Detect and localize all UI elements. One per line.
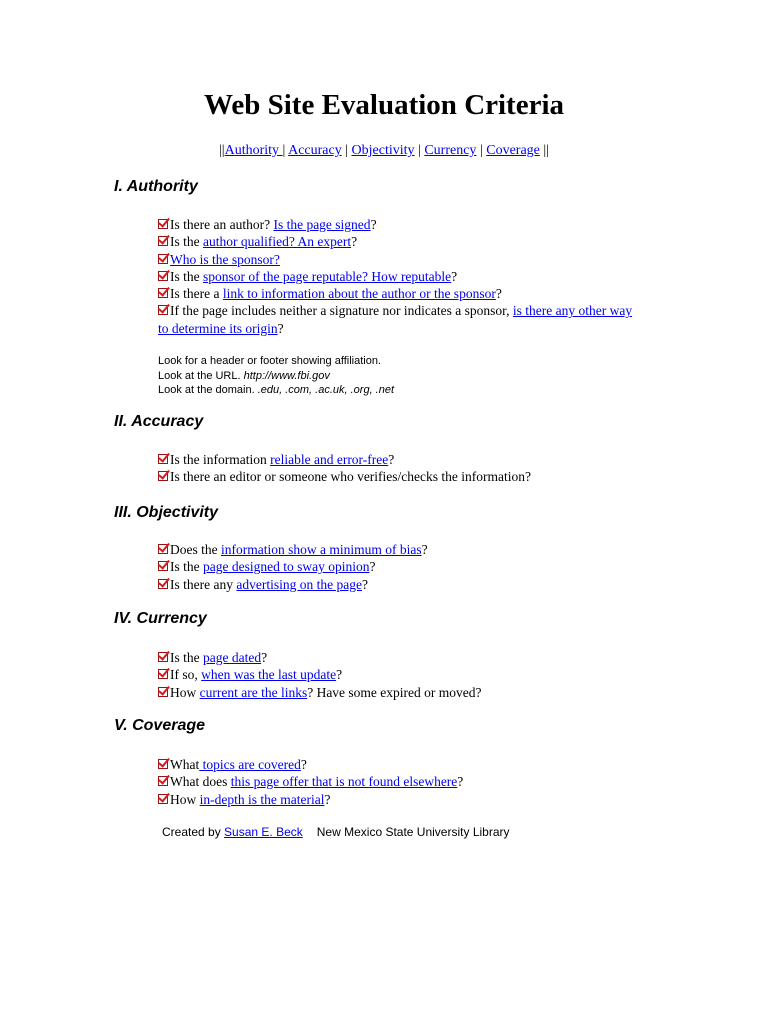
criterion-item bbox=[158, 285, 638, 302]
nav-link-objectivity[interactable]: Objectivity bbox=[351, 143, 415, 158]
criterion-text: Is there an editor or someone who verifies/checks the information? bbox=[170, 469, 531, 485]
criterion-item bbox=[158, 576, 638, 593]
criterion-item bbox=[158, 649, 638, 666]
criterion-text: If so, bbox=[170, 667, 202, 683]
criterion-text: Is the information bbox=[170, 452, 271, 467]
criterion-link[interactable]: Who is the sponsor? bbox=[170, 251, 280, 267]
criterion-text-after: ? bbox=[261, 650, 268, 665]
checkmark-icon bbox=[158, 687, 168, 697]
checkmark-icon bbox=[158, 219, 168, 229]
checkmark-icon bbox=[158, 305, 168, 315]
criterion-item bbox=[158, 268, 638, 285]
criterion-link[interactable]: in-depth is the material bbox=[199, 791, 325, 807]
criterion-text-after: ? bbox=[300, 757, 307, 772]
coverage-criteria-list bbox=[158, 756, 638, 808]
criterion-item bbox=[158, 684, 638, 701]
note-text: Look at the domain. bbox=[158, 384, 258, 397]
criterion-item bbox=[158, 558, 638, 575]
criterion-text: What bbox=[170, 757, 200, 772]
author-link[interactable]: Susan E. Beck bbox=[224, 825, 303, 839]
checkmark-icon bbox=[158, 454, 168, 464]
criterion-text-after: ? bbox=[351, 234, 358, 250]
criterion-text-after: ? bbox=[361, 576, 368, 592]
checkmark-icon bbox=[158, 652, 168, 662]
criterion-link[interactable]: topics are covered bbox=[199, 757, 301, 772]
page-title: Web Site Evaluation Criteria bbox=[203, 89, 565, 121]
criterion-link[interactable]: page designed to sway opinion bbox=[203, 559, 370, 575]
criterion-item bbox=[158, 302, 638, 337]
checkmark-icon bbox=[158, 561, 168, 571]
criterion-item bbox=[158, 773, 638, 790]
criterion-text: What does bbox=[170, 774, 231, 790]
criterion-text: If the page includes neither a signature nor indicates a sponsor, bbox=[170, 303, 513, 319]
accuracy-criteria-list bbox=[158, 451, 638, 486]
checkmark-icon bbox=[158, 288, 168, 298]
criterion-item bbox=[158, 666, 638, 683]
criterion-link[interactable]: link to information about the author or the sponsor bbox=[222, 286, 496, 302]
checkmark-icon bbox=[158, 669, 168, 679]
criterion-text-after: ? bbox=[336, 667, 343, 683]
nav-separator: | bbox=[414, 143, 425, 158]
criterion-text-after: ? bbox=[277, 320, 284, 336]
section-nav bbox=[0, 143, 768, 159]
note-line bbox=[158, 354, 394, 369]
criterion-link[interactable]: page dated bbox=[203, 650, 262, 665]
criterion-text-after: ? bbox=[388, 452, 395, 467]
section-heading-accuracy: II. Accuracy bbox=[114, 413, 204, 430]
criterion-text: Is the bbox=[170, 234, 203, 250]
nav-link-coverage[interactable]: Coverage bbox=[486, 143, 540, 158]
criterion-text: Is the bbox=[170, 559, 203, 575]
criterion-link[interactable]: sponsor of the page reputable? How reputable bbox=[203, 268, 452, 284]
criterion-text-after: ? bbox=[324, 791, 331, 807]
criterion-link[interactable]: this page offer that is not found elsewhere bbox=[230, 774, 458, 790]
criterion-link[interactable]: Is the page signed bbox=[273, 217, 371, 232]
criterion-item bbox=[158, 541, 638, 558]
criterion-item bbox=[158, 756, 638, 773]
currency-criteria-list bbox=[158, 649, 638, 701]
criterion-link[interactable]: is there any other way to determine its origin bbox=[158, 303, 633, 336]
nav-link-authority[interactable]: Authority bbox=[224, 143, 283, 158]
checkmark-icon bbox=[158, 544, 168, 554]
checkmark-icon bbox=[158, 759, 168, 769]
footer-library: New Mexico State University Library bbox=[316, 825, 510, 839]
criterion-link[interactable]: reliable and error-free bbox=[270, 452, 389, 467]
checkmark-icon bbox=[158, 579, 168, 589]
note-text: Look for a header or footer showing affiliation. bbox=[158, 355, 381, 367]
criterion-link[interactable]: current are the links bbox=[199, 684, 308, 700]
criterion-text: Does the bbox=[170, 542, 221, 557]
criterion-item bbox=[158, 468, 638, 485]
section-heading-currency: IV. Currency bbox=[114, 610, 207, 627]
checkmark-icon bbox=[158, 471, 168, 481]
section-heading-objectivity: III. Objectivity bbox=[114, 504, 219, 521]
nav-separator: | bbox=[476, 143, 487, 158]
criterion-text-after: ? bbox=[369, 559, 376, 575]
criterion-text: How bbox=[170, 791, 200, 807]
criterion-text: Is there a bbox=[170, 286, 223, 302]
nav-separator: | bbox=[282, 143, 289, 158]
footer-created-by: Created by bbox=[162, 825, 225, 839]
note-example: http://www.fbi.gov bbox=[243, 369, 330, 382]
criterion-text-after: ? bbox=[421, 542, 428, 557]
nav-separator: | bbox=[341, 143, 352, 158]
checkmark-icon bbox=[158, 236, 168, 246]
section-heading-coverage: V. Coverage bbox=[114, 717, 206, 734]
criterion-link[interactable]: advertising on the page bbox=[236, 576, 362, 592]
note-example: .edu, .com, .ac.uk, .org, .net bbox=[257, 384, 395, 397]
criterion-text-after: ? bbox=[451, 268, 458, 284]
objectivity-criteria-list bbox=[158, 541, 638, 593]
criterion-text-after: ? bbox=[370, 217, 377, 232]
criterion-item bbox=[158, 216, 638, 233]
criterion-link[interactable]: when was the last update bbox=[201, 667, 337, 683]
note-line bbox=[158, 383, 394, 398]
criterion-item bbox=[158, 251, 638, 268]
checkmark-icon bbox=[158, 776, 168, 786]
note-line bbox=[158, 369, 394, 384]
criterion-text-after: ? bbox=[457, 774, 464, 790]
checkmark-icon bbox=[158, 254, 168, 264]
criterion-text: Is the bbox=[170, 650, 203, 665]
note-text: Look at the URL. bbox=[158, 369, 244, 382]
criterion-link[interactable]: information show a minimum of bias bbox=[221, 542, 422, 557]
nav-link-accuracy[interactable]: Accuracy bbox=[288, 143, 342, 158]
criterion-text: How bbox=[170, 684, 200, 700]
criterion-text-after: ? bbox=[495, 286, 502, 302]
nav-open: || bbox=[218, 143, 225, 158]
checkmark-icon bbox=[158, 794, 168, 804]
criterion-text: Is there an author? bbox=[170, 217, 274, 232]
section-heading-authority: I. Authority bbox=[114, 178, 198, 195]
nav-link-currency[interactable]: Currency bbox=[424, 143, 477, 158]
criterion-text-after: ? Have some expired or moved? bbox=[307, 684, 482, 700]
criterion-item bbox=[158, 791, 638, 808]
criterion-text: Is there any bbox=[170, 576, 237, 592]
page-footer bbox=[162, 825, 510, 839]
checkmark-icon bbox=[158, 271, 168, 281]
criterion-text: Is the bbox=[170, 268, 203, 284]
authority-notes bbox=[158, 354, 394, 398]
authority-criteria-list bbox=[158, 216, 638, 337]
nav-close: || bbox=[539, 143, 550, 158]
criterion-link[interactable]: author qualified? An expert bbox=[203, 234, 352, 250]
criterion-item bbox=[158, 233, 638, 250]
criterion-item bbox=[158, 451, 638, 468]
